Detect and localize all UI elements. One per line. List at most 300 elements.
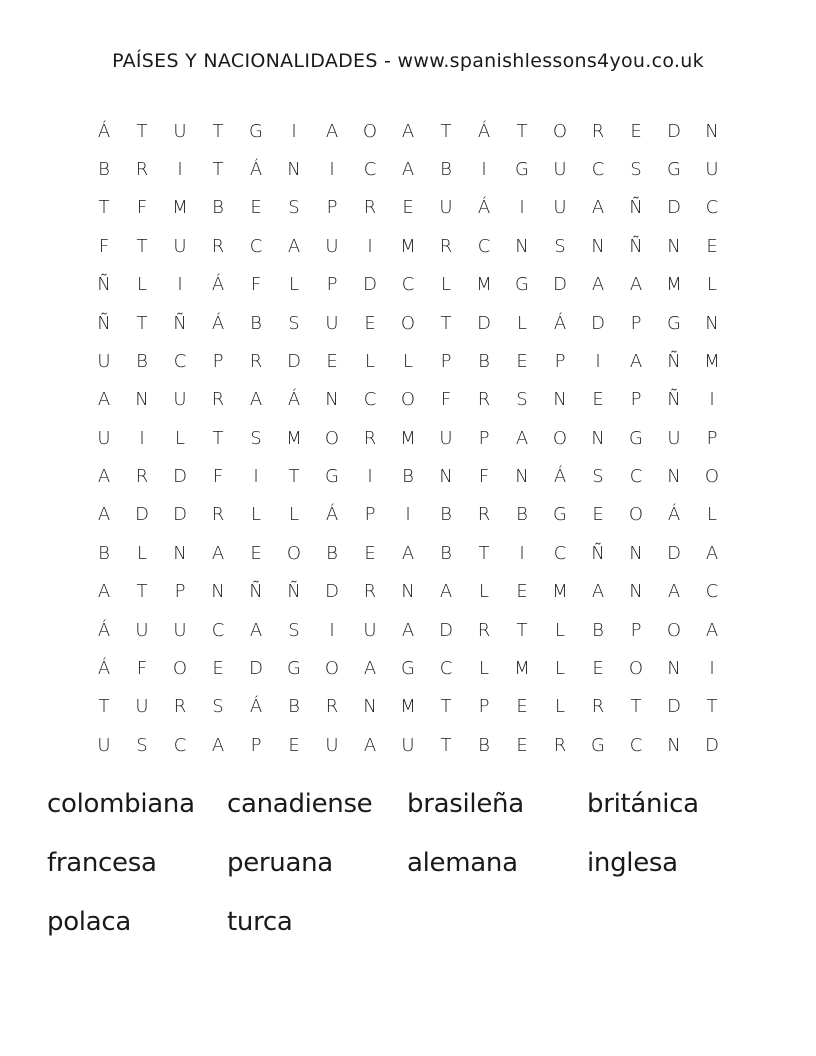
grid-letter[interactable]: N [439,466,453,488]
grid-letter[interactable]: N [705,312,719,334]
grid-letter[interactable]: R [211,235,225,257]
grid-letter[interactable]: Ñ [629,235,643,257]
grid-letter[interactable]: G [667,312,681,334]
grid-letter[interactable]: N [363,696,377,718]
grid-letter[interactable]: B [326,542,338,564]
grid-letter[interactable]: E [288,734,300,756]
grid-letter[interactable]: A [325,120,339,142]
grid-letter[interactable]: O [628,657,644,679]
grid-letter[interactable]: G [287,657,301,679]
grid-letter[interactable]: Á [477,120,491,142]
grid-letter[interactable]: A [401,159,415,181]
grid-letter[interactable]: T [440,734,452,756]
grid-letter[interactable]: I [329,159,335,181]
grid-letter[interactable]: Ñ [249,581,263,603]
grid-letter[interactable]: A [211,542,225,564]
grid-letter[interactable]: E [516,350,528,372]
grid-letter[interactable]: U [439,197,453,219]
grid-letter[interactable]: C [629,466,643,488]
grid-letter[interactable]: T [288,466,300,488]
grid-letter[interactable]: D [363,274,377,296]
grid-letter[interactable]: A [249,389,263,411]
grid-letter[interactable]: P [174,581,186,603]
grid-letter[interactable]: N [629,542,643,564]
grid-letter[interactable]: B [592,619,604,641]
word-list-item: brasileña [407,789,524,819]
grid-letter[interactable]: P [706,427,718,449]
grid-letter[interactable]: T [440,312,452,334]
grid-letter[interactable]: D [591,312,605,334]
grid-letter[interactable]: U [667,427,681,449]
grid-letter[interactable]: P [478,696,490,718]
grid-letter[interactable]: S [592,466,604,488]
grid-letter[interactable]: U [325,734,339,756]
grid-letter[interactable]: C [553,542,567,564]
grid-letter[interactable]: D [249,657,263,679]
grid-letter[interactable]: E [630,120,642,142]
grid-letter[interactable]: A [363,734,377,756]
grid-letter[interactable]: L [136,274,148,296]
grid-letter[interactable]: R [211,504,225,526]
grid-letter[interactable]: I [519,542,525,564]
grid-letter[interactable]: U [439,427,453,449]
grid-letter[interactable]: O [552,427,568,449]
grid-letter[interactable]: Ñ [629,197,643,219]
grid-letter[interactable]: A [515,427,529,449]
grid-letter[interactable]: E [250,542,262,564]
grid-letter[interactable]: M [552,581,568,603]
grid-letter[interactable]: N [515,466,529,488]
grid-letter[interactable]: L [478,581,490,603]
grid-letter[interactable]: S [630,159,642,181]
grid-letter[interactable]: T [98,696,110,718]
grid-letter[interactable]: F [212,466,224,488]
grid-letter[interactable]: G [553,504,567,526]
grid-letter[interactable]: R [439,235,453,257]
grid-letter[interactable]: T [136,581,148,603]
grid-letter[interactable]: N [591,427,605,449]
grid-letter[interactable]: T [212,159,224,181]
grid-letter[interactable]: B [440,159,452,181]
grid-letter[interactable]: A [401,619,415,641]
grid-letter[interactable]: Á [477,197,491,219]
grid-letter[interactable]: C [363,389,377,411]
grid-letter[interactable]: Á [211,312,225,334]
grid-letter[interactable]: R [477,619,491,641]
grid-letter[interactable]: M [400,427,416,449]
grid-letter[interactable]: U [173,389,187,411]
grid-letter[interactable]: C [477,235,491,257]
grid-letter[interactable]: B [478,350,490,372]
grid-letter[interactable]: U [173,619,187,641]
grid-letter[interactable]: Ñ [591,542,605,564]
grid-letter[interactable]: L [250,504,262,526]
grid-letter[interactable]: U [173,120,187,142]
grid-letter[interactable]: A [591,581,605,603]
grid-letter[interactable]: N [667,235,681,257]
worksheet-title: PAÍSES Y NACIONALIDADES - www.spanishlessons4you.co.uk [112,50,704,72]
word-list-item: peruana [227,848,333,878]
grid-letter[interactable]: U [705,159,719,181]
grid-letter[interactable]: C [705,581,719,603]
grid-letter[interactable]: U [363,619,377,641]
grid-letter[interactable]: D [173,504,187,526]
grid-letter[interactable]: T [98,197,110,219]
grid-letter[interactable]: T [136,120,148,142]
grid-letter[interactable]: A [705,619,719,641]
grid-letter[interactable]: L [288,504,300,526]
grid-letter[interactable]: L [706,504,718,526]
grid-letter[interactable]: G [515,159,529,181]
grid-letter[interactable]: L [174,427,186,449]
grid-letter[interactable]: R [325,696,339,718]
word-list-item: colombiana [47,789,195,819]
grid-letter[interactable]: I [291,120,297,142]
grid-letter[interactable]: I [177,159,183,181]
grid-letter[interactable]: B [440,542,452,564]
grid-letter[interactable]: E [326,350,338,372]
grid-letter[interactable]: U [553,159,567,181]
grid-letter[interactable]: N [173,542,187,564]
grid-letter[interactable]: Ñ [97,312,111,334]
grid-letter[interactable]: U [135,696,149,718]
grid-letter[interactable]: B [516,504,528,526]
grid-letter[interactable]: B [250,312,262,334]
grid-letter[interactable]: O [552,120,568,142]
grid-letter[interactable]: G [515,274,529,296]
grid-letter[interactable]: Á [287,389,301,411]
grid-letter[interactable]: L [402,350,414,372]
grid-letter[interactable]: I [177,274,183,296]
grid-letter[interactable]: T [136,235,148,257]
grid-letter[interactable]: B [478,734,490,756]
grid-letter[interactable]: O [704,466,720,488]
grid-letter[interactable]: M [172,197,188,219]
grid-letter[interactable]: C [591,159,605,181]
grid-letter[interactable]: A [287,235,301,257]
grid-letter[interactable]: C [705,197,719,219]
grid-letter[interactable]: R [591,120,605,142]
grid-letter[interactable]: E [402,197,414,219]
grid-letter[interactable]: O [362,120,378,142]
grid-letter[interactable]: M [400,235,416,257]
grid-letter[interactable]: B [136,350,148,372]
grid-letter[interactable]: U [97,734,111,756]
grid-letter[interactable]: D [439,619,453,641]
grid-letter[interactable]: R [363,197,377,219]
grid-letter[interactable]: I [405,504,411,526]
grid-letter[interactable]: F [98,235,110,257]
grid-letter[interactable]: P [478,427,490,449]
grid-letter[interactable]: R [249,350,263,372]
grid-letter[interactable]: D [477,312,491,334]
grid-letter[interactable]: F [136,657,148,679]
grid-letter[interactable]: L [364,350,376,372]
grid-letter[interactable]: M [400,696,416,718]
grid-letter[interactable]: P [250,734,262,756]
grid-letter[interactable]: Ñ [667,389,681,411]
grid-letter[interactable]: C [439,657,453,679]
grid-letter[interactable]: E [516,696,528,718]
grid-letter[interactable]: R [363,427,377,449]
grid-letter[interactable]: S [136,734,148,756]
grid-letter[interactable]: R [211,389,225,411]
grid-letter[interactable]: T [136,312,148,334]
grid-letter[interactable]: U [173,235,187,257]
grid-letter[interactable]: P [630,389,642,411]
grid-letter[interactable]: E [516,734,528,756]
grid-letter[interactable]: N [667,734,681,756]
grid-letter[interactable]: U [135,619,149,641]
grid-letter[interactable]: U [553,197,567,219]
grid-letter[interactable]: C [249,235,263,257]
grid-letter[interactable]: F [250,274,262,296]
grid-letter[interactable]: C [363,159,377,181]
grid-letter[interactable]: F [440,389,452,411]
grid-letter[interactable]: B [98,159,110,181]
grid-letter[interactable]: N [135,389,149,411]
grid-letter[interactable]: D [667,197,681,219]
grid-letter[interactable]: Á [553,312,567,334]
grid-letter[interactable]: N [553,389,567,411]
grid-letter[interactable]: A [97,466,111,488]
grid-letter[interactable]: A [591,197,605,219]
grid-letter[interactable]: R [173,696,187,718]
grid-letter[interactable]: Á [249,696,263,718]
grid-letter[interactable]: M [286,427,302,449]
word-list-item: británica [587,789,699,819]
grid-letter[interactable]: P [326,197,338,219]
word-list-item: francesa [47,848,157,878]
grid-letter[interactable]: I [481,159,487,181]
grid-letter[interactable]: S [554,235,566,257]
grid-letter[interactable]: S [288,197,300,219]
grid-letter[interactable]: S [250,427,262,449]
grid-letter[interactable]: A [97,504,111,526]
grid-letter[interactable]: S [212,696,224,718]
word-search-grid [85,112,731,764]
grid-letter[interactable]: D [553,274,567,296]
grid-letter[interactable]: A [629,350,643,372]
grid-letter[interactable]: D [287,350,301,372]
grid-letter[interactable]: T [212,427,224,449]
grid-letter[interactable]: A [97,581,111,603]
grid-letter[interactable]: G [667,159,681,181]
grid-letter[interactable]: B [98,542,110,564]
grid-letter[interactable]: U [97,427,111,449]
grid-letter[interactable]: Á [325,504,339,526]
grid-letter[interactable]: I [519,197,525,219]
grid-letter[interactable]: N [287,159,301,181]
grid-letter[interactable]: C [173,350,187,372]
grid-letter[interactable]: I [253,466,259,488]
grid-letter[interactable]: A [401,542,415,564]
grid-letter[interactable]: L [136,542,148,564]
grid-letter[interactable]: E [250,197,262,219]
grid-letter[interactable]: B [288,696,300,718]
word-list-item: polaca [47,907,131,937]
grid-letter[interactable]: B [402,466,414,488]
grid-letter[interactable]: L [478,657,490,679]
grid-letter[interactable]: O [286,542,302,564]
grid-letter[interactable]: E [592,504,604,526]
grid-letter[interactable]: T [440,120,452,142]
grid-letter[interactable]: M [666,274,682,296]
grid-letter[interactable]: A [667,581,681,603]
grid-letter[interactable]: O [172,657,188,679]
grid-letter[interactable]: N [401,581,415,603]
grid-letter[interactable]: E [592,389,604,411]
grid-letter[interactable]: P [554,350,566,372]
grid-letter[interactable]: Ñ [667,350,681,372]
grid-letter[interactable]: A [211,734,225,756]
grid-letter[interactable]: T [478,542,490,564]
grid-letter[interactable]: I [367,235,373,257]
grid-letter[interactable]: T [440,696,452,718]
grid-letter[interactable]: I [595,350,601,372]
grid-letter[interactable]: Á [667,504,681,526]
grid-letter[interactable]: C [211,619,225,641]
grid-letter[interactable]: A [591,274,605,296]
grid-letter[interactable]: U [325,235,339,257]
grid-letter[interactable]: A [629,274,643,296]
grid-letter[interactable]: U [325,312,339,334]
grid-letter[interactable]: E [212,657,224,679]
grid-letter[interactable]: A [363,657,377,679]
grid-letter[interactable]: L [554,696,566,718]
word-list-item: turca [227,907,293,937]
grid-letter[interactable]: I [139,427,145,449]
grid-letter[interactable]: E [364,312,376,334]
grid-letter[interactable]: P [212,350,224,372]
grid-letter[interactable]: Á [97,657,111,679]
grid-letter[interactable]: U [97,350,111,372]
grid-letter[interactable]: L [554,619,566,641]
grid-letter[interactable]: Á [211,274,225,296]
grid-letter[interactable]: M [704,350,720,372]
grid-letter[interactable]: T [212,120,224,142]
grid-letter[interactable]: M [476,274,492,296]
grid-letter[interactable]: P [630,619,642,641]
grid-letter[interactable]: D [173,466,187,488]
grid-letter[interactable]: A [97,389,111,411]
grid-letter[interactable]: O [666,619,682,641]
grid-letter[interactable]: P [326,274,338,296]
grid-letter[interactable]: T [516,619,528,641]
grid-letter[interactable]: T [516,120,528,142]
grid-letter[interactable]: L [554,657,566,679]
grid-letter[interactable]: E [706,235,718,257]
grid-letter[interactable]: D [667,120,681,142]
grid-letter[interactable]: C [173,734,187,756]
grid-letter[interactable]: D [325,581,339,603]
grid-letter[interactable]: A [249,619,263,641]
grid-letter[interactable]: R [477,504,491,526]
grid-letter[interactable]: Á [553,466,567,488]
grid-letter[interactable]: L [440,274,452,296]
grid-letter[interactable]: N [667,466,681,488]
grid-letter[interactable]: N [325,389,339,411]
grid-letter[interactable]: N [629,581,643,603]
grid-letter[interactable]: N [705,120,719,142]
grid-letter[interactable]: G [629,427,643,449]
grid-letter[interactable]: C [629,734,643,756]
grid-letter[interactable]: P [364,504,376,526]
word-list-item: inglesa [587,848,678,878]
grid-letter[interactable]: U [401,734,415,756]
grid-letter[interactable]: F [478,466,490,488]
grid-letter[interactable]: G [249,120,263,142]
grid-letter[interactable]: E [516,581,528,603]
grid-letter[interactable]: N [515,235,529,257]
grid-letter[interactable]: G [401,657,415,679]
grid-letter[interactable]: E [364,542,376,564]
grid-letter[interactable]: O [400,389,416,411]
grid-letter[interactable]: Á [97,619,111,641]
grid-letter[interactable]: I [329,619,335,641]
grid-letter[interactable]: R [591,696,605,718]
grid-letter[interactable]: R [477,389,491,411]
grid-letter[interactable]: N [591,235,605,257]
grid-letter[interactable]: L [706,274,718,296]
grid-letter[interactable]: A [439,581,453,603]
grid-letter[interactable]: I [709,389,715,411]
grid-letter[interactable]: R [363,581,377,603]
grid-letter[interactable]: E [592,657,604,679]
grid-letter[interactable]: L [288,274,300,296]
grid-letter[interactable]: D [705,734,719,756]
grid-letter[interactable]: Á [97,120,111,142]
grid-letter[interactable]: G [591,734,605,756]
grid-letter[interactable]: D [135,504,149,526]
grid-letter[interactable]: T [706,696,718,718]
grid-letter[interactable]: Ñ [97,274,111,296]
grid-letter[interactable]: O [324,427,340,449]
grid-letter[interactable]: N [667,657,681,679]
grid-letter[interactable]: M [514,657,530,679]
grid-letter[interactable]: B [440,504,452,526]
grid-letter[interactable]: Á [249,159,263,181]
grid-letter[interactable]: O [324,657,340,679]
grid-letter[interactable]: P [630,312,642,334]
grid-letter[interactable]: R [553,734,567,756]
grid-letter[interactable]: S [288,312,300,334]
grid-letter[interactable]: T [630,696,642,718]
grid-letter[interactable]: S [516,389,528,411]
grid-letter[interactable]: S [288,619,300,641]
grid-letter[interactable]: A [705,542,719,564]
grid-letter[interactable]: R [135,466,149,488]
grid-letter[interactable]: R [135,159,149,181]
grid-letter[interactable]: Ñ [173,312,187,334]
grid-letter[interactable]: I [367,466,373,488]
grid-letter[interactable]: C [401,274,415,296]
grid-letter[interactable]: N [211,581,225,603]
grid-letter[interactable]: F [136,197,148,219]
grid-letter[interactable]: B [212,197,224,219]
grid-letter[interactable]: O [628,504,644,526]
grid-letter[interactable]: A [401,120,415,142]
grid-letter[interactable]: L [516,312,528,334]
grid-letter[interactable]: G [325,466,339,488]
grid-letter[interactable]: I [709,657,715,679]
grid-letter[interactable]: Ñ [287,581,301,603]
grid-letter[interactable]: O [400,312,416,334]
grid-letter[interactable]: D [667,696,681,718]
grid-letter[interactable]: P [440,350,452,372]
grid-letter[interactable]: D [667,542,681,564]
word-list-item: canadiense [227,789,373,819]
